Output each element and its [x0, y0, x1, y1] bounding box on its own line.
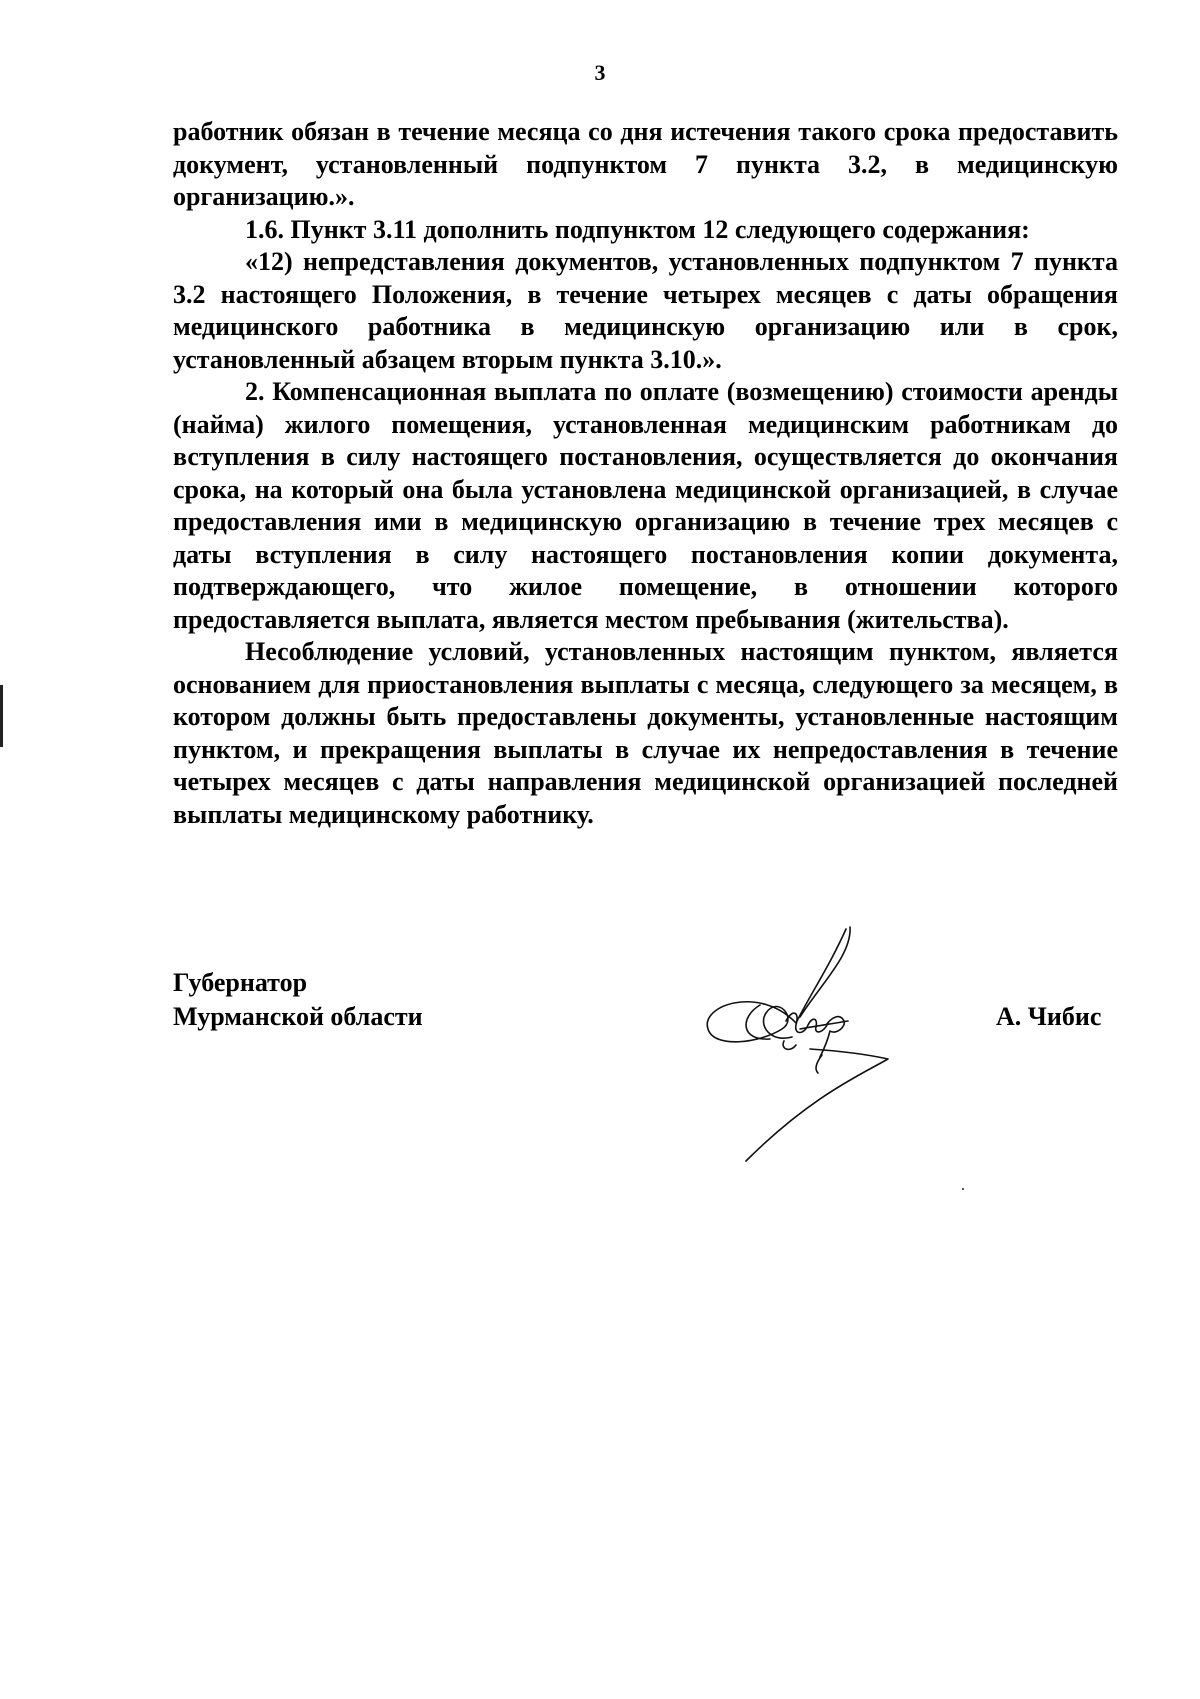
signer-title-line1: Губернатор — [173, 968, 308, 997]
signer-name: А. Чибис — [996, 1002, 1102, 1031]
paragraph-2: 2. Компенсационная выплата по оплате (возмещению) стоимости аренды (найма) жилого помещения, установленная медицинским работникам до вступления в силу настоящего постановления, осуществляется до окончания срока, на который она была установлена медицинской организацией, в случае предоставления ими в медицинскую организацию в течение трех месяцев с даты вступления в силу настоящего постановления копии документа, подтверждающего, что жилое помещение, в отношении которого предоставляется выплата, является местом пребывания (жительства). — [173, 377, 1118, 634]
signer-title-line2: Мурманской области — [173, 1002, 423, 1031]
signer-title — [173, 966, 423, 1034]
paragraph-1-6: 1.6. Пункт 3.11 дополнить подпунктом 12 следующего содержания: — [245, 214, 1030, 244]
paragraph-non-compliance: Несоблюдение условий, установленных настоящим пунктом, является основанием для приостановления выплаты с месяца, следующего за месяцем, в котором должны быть предоставлены документы, установленные настоящим пунктом, и прекращения выплаты в случае их непредоставления в течение четырех месяцев с даты направления медицинской организацией последней выплаты медицинскому работнику. — [173, 637, 1118, 829]
document-body — [173, 116, 1118, 831]
scan-speck — [962, 1188, 964, 1190]
handwritten-signature — [700, 925, 920, 1165]
page-number: 3 — [594, 60, 606, 85]
paragraph-continuation: работник обязан в течение месяца со дня истечения такого срока предоставить документ, установленный подпунктом 7 пункта 3.2, в медицинскую организацию.». — [173, 117, 1118, 211]
paragraph-subitem-12: «12) непредставления документов, установленных подпунктом 7 пункта 3.2 настоящего Положения, в течение четырех месяцев с даты обращения медицинского работника в медицинскую организацию или в срок, установленный абзацем вторым пункта 3.10.». — [173, 247, 1118, 374]
scan-edge-mark — [0, 685, 3, 747]
